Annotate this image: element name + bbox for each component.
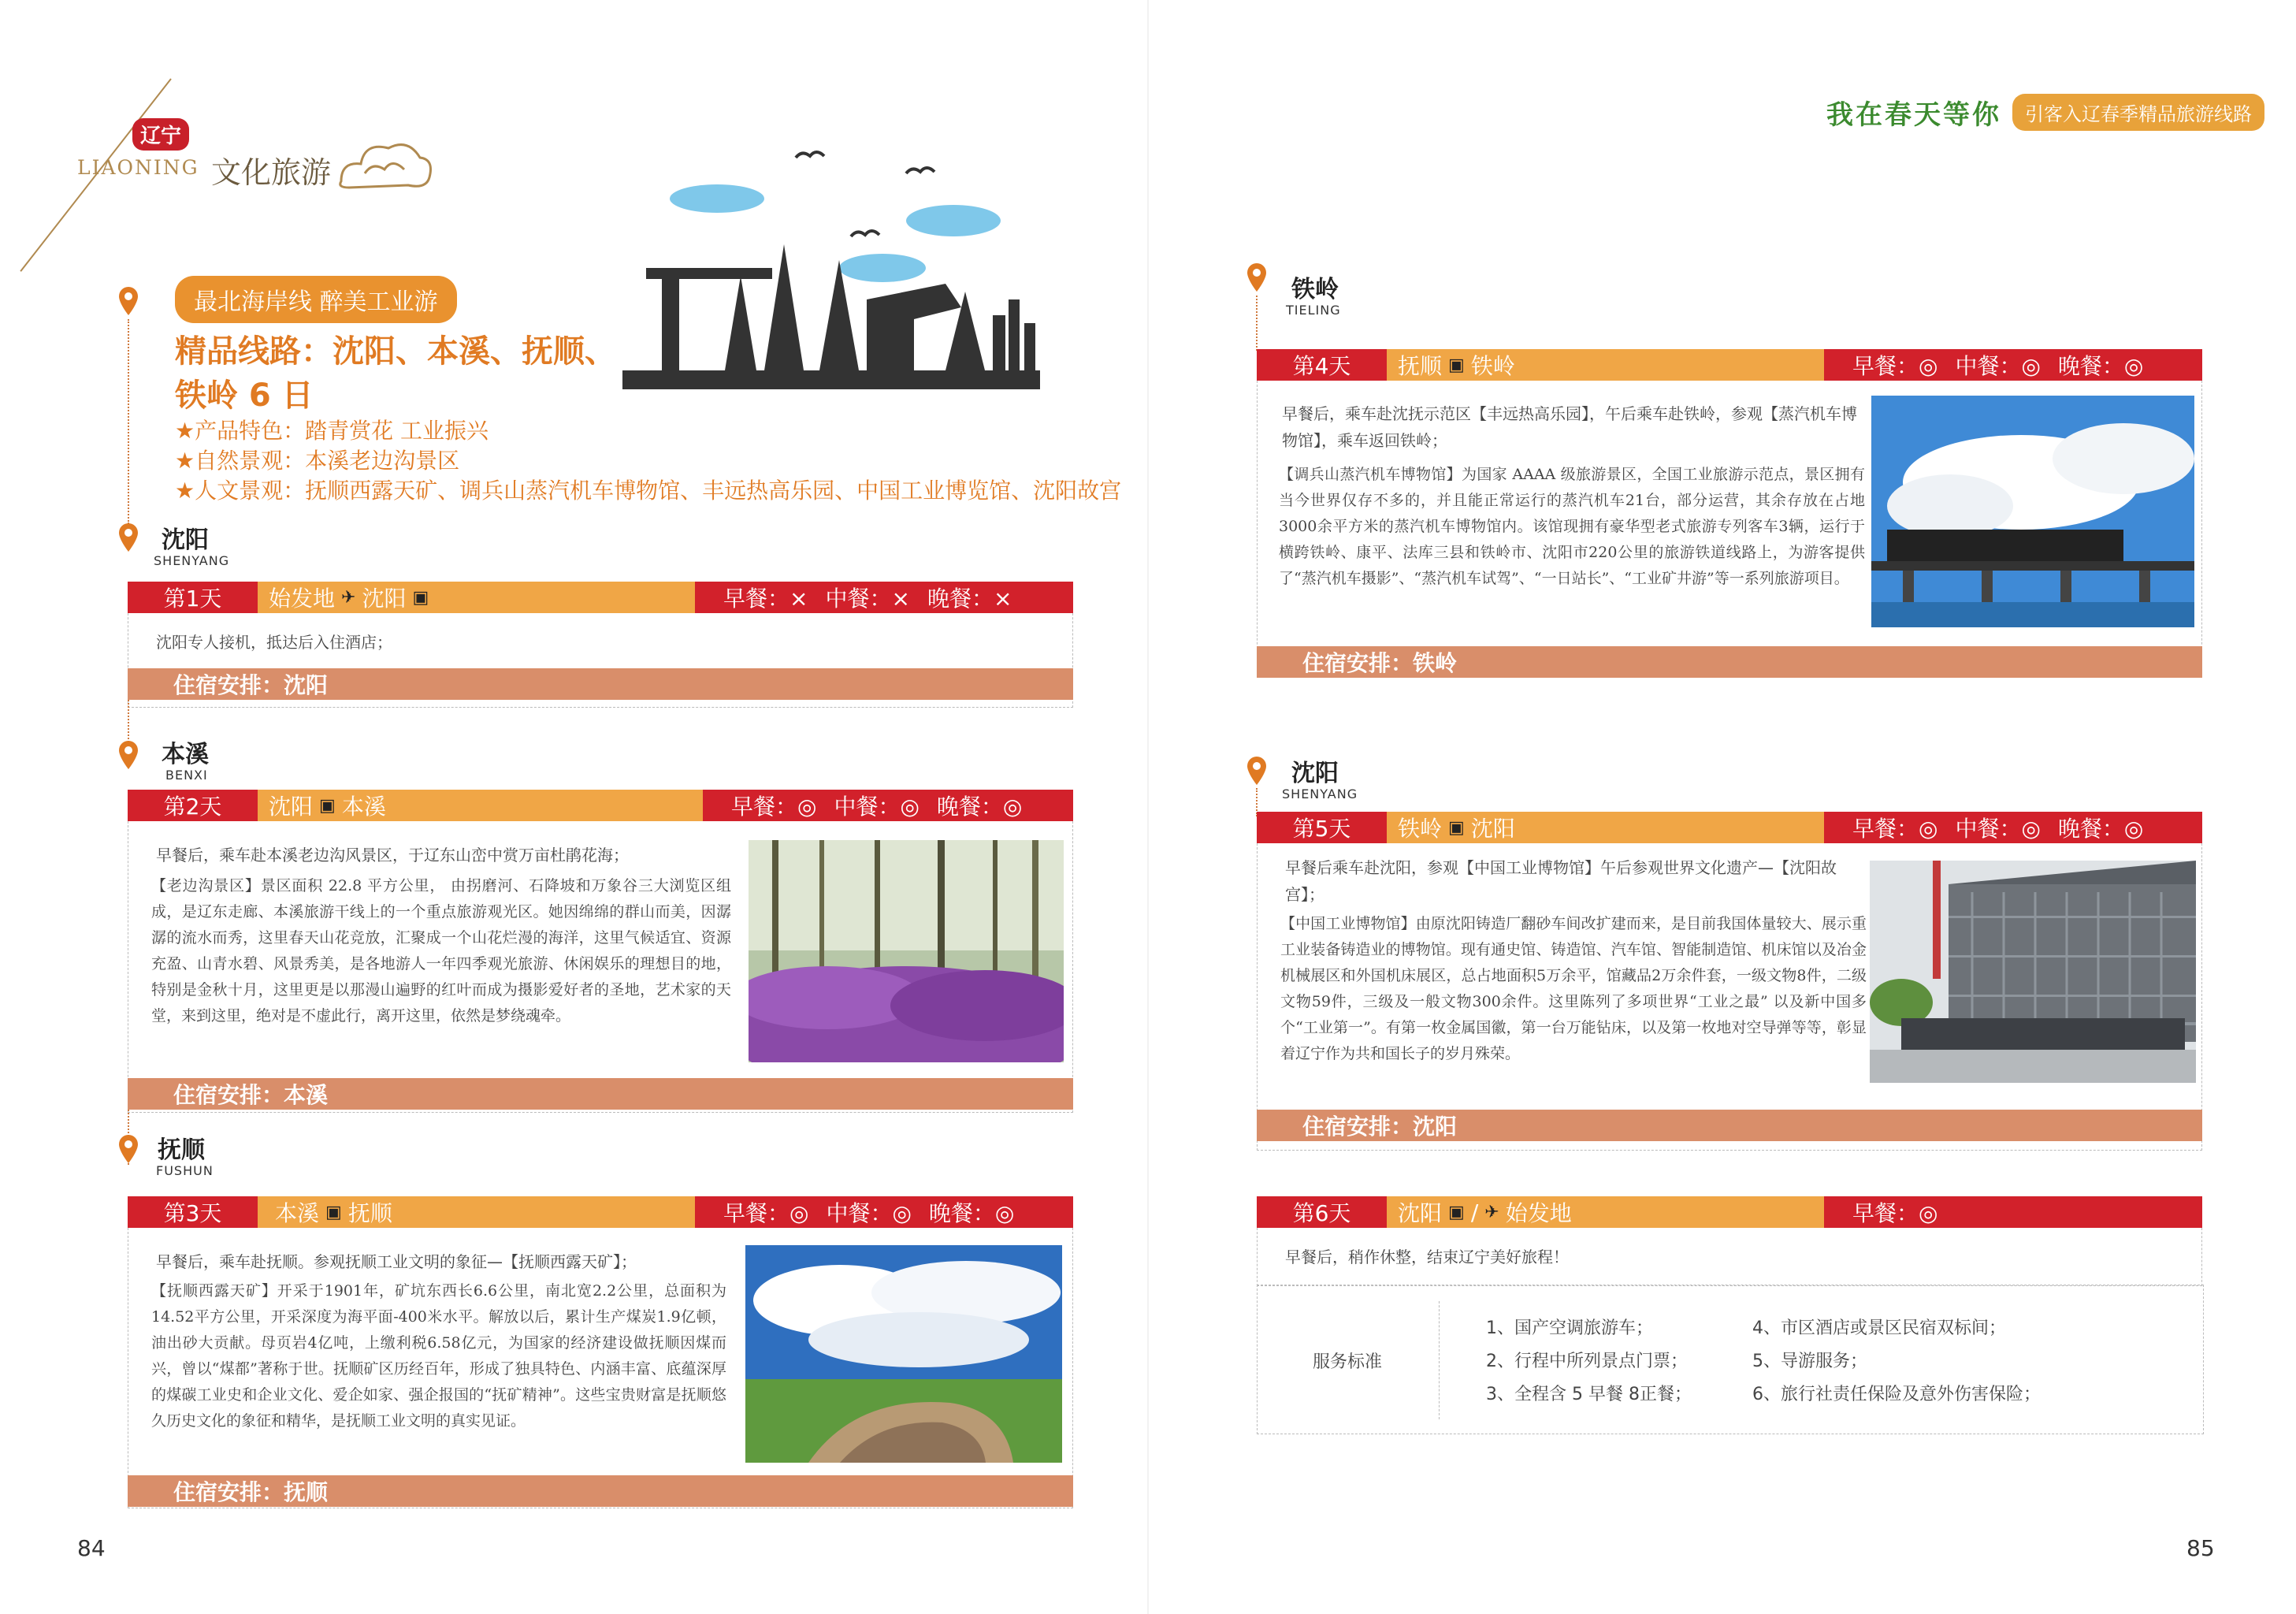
brand-logo <box>77 118 440 276</box>
meal-dinner: 晚餐：× <box>927 586 1012 612</box>
azalea-forest-photo <box>749 840 1064 1062</box>
logo-en: LIAONING <box>77 156 199 179</box>
day-route: 沈阳 ▣ / ✈ 始发地 <box>1387 1196 1824 1228</box>
service-standards <box>1257 1285 2204 1434</box>
cloud-ornament-icon <box>333 134 436 197</box>
day-lead: 早餐后，乘车赴本溪老边沟风景区，于辽东山峦中赏万亩杜鹃花海； <box>156 846 629 865</box>
bus-icon: ▣ <box>412 587 429 608</box>
city-name: 沈阳 <box>162 526 209 554</box>
day-text: 【调兵山蒸汽机车博物馆】为国家 AAAA 级旅游景区，全国工业旅游示范点，景区拥有当今世界仅存不多的，并且能正常运行的蒸汽机车21台，部分运营，其余存放在占地3000余平方米的蒸汽机车博物馆内。该馆现拥有豪华型老式旅游专列客车3辆，运行于横跨铁岭、康平、法库三县和铁岭市、沈阳市220公里的旅游铁道线路上，为游客提供了“蒸汽机车摄影”、“蒸汽机车试驾”、“一日站长”、“工业矿井游”等一系列旅游项目。 <box>1279 466 1865 587</box>
meals <box>703 790 1073 821</box>
day-number: 第3天 <box>128 1196 258 1228</box>
route-from: 本溪 <box>275 1200 320 1226</box>
meal-dinner: 晚餐：◎ <box>928 1200 1015 1226</box>
service-divider <box>1439 1301 1440 1419</box>
route-to: 抚顺 <box>347 1200 392 1226</box>
header-tagline <box>1826 93 2264 132</box>
route-title: 精品线路：沈阳、本溪、抚顺、铁岭 6 日 <box>175 333 616 414</box>
meals <box>1824 349 2202 381</box>
day-lead: 早餐后，乘车赴抚顺。参观抚顺工业文明的象征—【抚顺西露天矿】； <box>156 1252 637 1271</box>
meal-dinner: 晚餐：◎ <box>2057 353 2144 379</box>
right-page <box>1148 0 2296 1614</box>
day-bar <box>1257 349 2202 381</box>
meal-breakfast: 早餐：◎ <box>1852 816 1938 842</box>
location-pin-icon <box>117 739 140 771</box>
timeline-line <box>1256 296 1258 351</box>
day-text: 【中国工业博物馆】由原沈阳铸造厂翻砂车间改扩建而来，是目前我国体量较大、展示重工业装备铸造业的博物馆。现有通史馆、铸造馆、汽车馆、智能制造馆、机床馆以及冶金机械展区和外国机床展区，总占地面积5万余平，馆藏品2万余件套，一级文物8件，二级文物59件，三级及一般文物300余件。这里陈列了多项世界“工业之最” 以及新中国多个“工业第一”。有第一枚金属国徽，第一台万能钻床，以及第一枚地对空导弹等等，彰显着辽宁作为共和国长子的岁月殊荣。 <box>1280 915 1867 1062</box>
bus-icon: ▣ <box>325 1202 342 1222</box>
location-pin-icon <box>117 1133 140 1165</box>
day-text: 【老边沟景区】景区面积 22.8 平方公里， 由拐磨河、石降坡和万象谷三大浏览区组成，是辽东走廊、本溪旅游干线上的一个重点旅游观光区。她因绵绵的群山而美，因潺潺的流水而秀，这里春天山花竞放，汇聚成一个山花烂漫的海洋，这里气候适宜、资源充盈、山青水碧、风景秀美，是各地游人一年四季观光旅游、休闲娱乐的理想目的地，特别是金秋十月，这里更是以那漫山遍野的红叶而成为摄影爱好者的圣地，艺术家的天堂，来到这里，绝对是不虚此行，离开这里，依然是梦绕魂牵。 <box>151 877 731 1025</box>
city-name-en: FUSHUN <box>156 1163 214 1178</box>
tagline-sub: 引客入辽春季精品旅游线路 <box>2012 94 2264 131</box>
location-pin-icon <box>117 285 140 317</box>
service-item: 1、国产空调旅游车； <box>1486 1318 1653 1338</box>
route-to: 铁岭 <box>1470 353 1515 379</box>
location-pin-icon <box>1245 755 1269 787</box>
day-text: 沈阳专人接机，抵达后入住酒店； <box>156 633 392 652</box>
meal-breakfast: 早餐：◎ <box>731 794 817 820</box>
day-lead: 早餐后乘车赴沈阳，参观【中国工业博物馆】午后参观世界文化遗产—【沈阳故宫】； <box>1285 858 1837 904</box>
route-to: 始发地 <box>1505 1200 1572 1226</box>
route-from: 始发地 <box>269 586 336 612</box>
route-from: 抚顺 <box>1398 353 1443 379</box>
plane-icon: ✈ <box>1484 1202 1499 1222</box>
day-bar <box>1257 1196 2202 1228</box>
stay-bar: 住宿安排：沈阳 <box>1257 1110 2202 1141</box>
timeline-line <box>128 319 129 524</box>
route-theme-pill: 最北海岸线 醉美工业游 <box>175 276 457 323</box>
service-label: 服务标准 <box>1313 1352 1383 1372</box>
day-number: 第5天 <box>1257 812 1387 843</box>
day-number: 第4天 <box>1257 349 1387 381</box>
route-to: 本溪 <box>341 794 386 820</box>
industrial-museum-photo <box>1870 861 2196 1083</box>
meals <box>695 1196 1073 1228</box>
meal-breakfast: 早餐：◎ <box>723 1200 809 1226</box>
day-route <box>1387 349 1824 381</box>
open-pit-mine-photo <box>745 1245 1062 1463</box>
service-item: 6、旅行社责任保险及意外伤害保险； <box>1752 1385 2041 1404</box>
day-route <box>258 1196 695 1228</box>
route-from: 沈阳 <box>269 794 314 820</box>
city-name: 抚顺 <box>158 1136 205 1164</box>
meal-lunch: 中餐：◎ <box>826 1200 912 1226</box>
page-number: 85 <box>2186 1535 2215 1561</box>
meals <box>695 582 1073 613</box>
day-text: 早餐后，稍作休整，结束辽宁美好旅程！ <box>1285 1248 1569 1266</box>
city-name: 铁岭 <box>1291 276 1339 303</box>
service-item: 3、全程含 5 早餐 8正餐； <box>1486 1385 1692 1404</box>
service-col-2 <box>1752 1312 2041 1411</box>
meal-lunch: 中餐：◎ <box>1955 353 2041 379</box>
location-pin-icon <box>1245 262 1269 293</box>
day-number: 第6天 <box>1257 1196 1387 1228</box>
route-to: 沈阳 <box>1470 816 1515 842</box>
day-lead: 早餐后，乘车赴沈抚示范区【丰远热高乐园】，午后乘车赴铁岭，参观【蒸汽机车博物馆】，乘车返回铁岭； <box>1282 404 1857 450</box>
route-to: 沈阳 <box>362 586 407 612</box>
logo-province: 辽宁 <box>132 118 189 151</box>
meal-breakfast: 早餐：◎ <box>1852 1200 1938 1226</box>
stay-bar: 住宿安排：铁岭 <box>1257 646 2202 678</box>
route-from: 沈阳 <box>1398 1200 1443 1226</box>
stay-bar: 住宿安排：本溪 <box>128 1078 1073 1110</box>
day-number: 第2天 <box>128 790 258 821</box>
day-bar <box>128 790 1073 821</box>
feature-line-1: ★产品特色：踏青赏花 工业振兴 <box>175 418 489 444</box>
logo-cn: 文化旅游 <box>211 155 332 190</box>
route-from: 铁岭 <box>1398 816 1443 842</box>
meal-lunch: 中餐：◎ <box>1955 816 2041 842</box>
day-route <box>258 582 695 613</box>
meal-lunch: 中餐：× <box>825 586 910 612</box>
meal-dinner: 晚餐：◎ <box>2057 816 2144 842</box>
city-name: 沈阳 <box>1291 760 1339 787</box>
tagline-main: 我在春天等你 <box>1826 99 2001 131</box>
service-item: 2、行程中所列景点门票； <box>1486 1352 1688 1371</box>
meal-breakfast: 早餐：× <box>723 586 808 612</box>
day-route <box>1387 812 1824 843</box>
day-bar <box>1257 812 2202 843</box>
plane-icon: ✈ <box>341 587 356 608</box>
meals <box>1824 812 2202 843</box>
bus-icon: ▣ <box>319 795 336 816</box>
city-name-en: BENXI <box>165 768 208 783</box>
service-col-1 <box>1486 1312 1692 1411</box>
stay-bar: 住宿安排：沈阳 <box>128 668 1073 700</box>
day-bar <box>128 1196 1073 1228</box>
bus-icon: ▣ <box>1448 1202 1465 1222</box>
service-item: 5、导游服务； <box>1752 1352 1867 1371</box>
meal-lunch: 中餐：◎ <box>834 794 920 820</box>
day-number: 第1天 <box>128 582 258 613</box>
city-name: 本溪 <box>162 741 209 768</box>
location-pin-icon <box>117 522 140 553</box>
meal-dinner: 晚餐：◎ <box>936 794 1023 820</box>
feature-line-3: ★人文景观：抚顺西露天矿、调兵山蒸汽机车博物馆、丰远热高乐园、中国工业博览馆、沈阳故宫 <box>175 478 1122 504</box>
bus-icon: ▣ <box>1448 817 1465 838</box>
feature-line-2: ★自然景观：本溪老边沟景区 <box>175 448 460 474</box>
meals <box>1824 1196 2202 1228</box>
meal-breakfast: 早餐：◎ <box>1852 353 1938 379</box>
day-route <box>258 790 703 821</box>
city-name-en: SHENYANG <box>154 553 230 568</box>
industrial-skyline-icon <box>615 134 1056 418</box>
day-bar <box>128 582 1073 613</box>
service-item: 4、市区酒店或景区民宿双标间； <box>1752 1318 2006 1338</box>
steam-locomotive-photo <box>1871 396 2194 627</box>
day-text: 【抚顺西露天矿】开采于1901年，矿坑东西长6.6公里，南北宽2.2公里，总面积为14.52平方公里，开采深度为海平面-400米水平。解放以后，累计生产煤炭1.9亿顿，油出砂大贡献。母页岩4亿吨，上缴利税6.58亿元，为国家的经济建设做抚顺因煤而兴，曾以“煤都”著称于世。抚顺矿区历经百年，形成了独具特色、内涵丰富、底蕴深厚的煤碳工业史和企业文化、爱企如家、强企报国的“抚矿精神”。这些宝贵财富是抚顺悠久历史文化的象征和精华，是抚顺工业文明的真实见证。 <box>151 1282 726 1430</box>
page-number: 84 <box>77 1535 106 1561</box>
city-name-en: TIELING <box>1286 303 1341 318</box>
city-name-en: SHENYANG <box>1282 787 1358 801</box>
stay-bar: 住宿安排：抚顺 <box>128 1475 1073 1507</box>
bus-icon: ▣ <box>1448 355 1465 375</box>
